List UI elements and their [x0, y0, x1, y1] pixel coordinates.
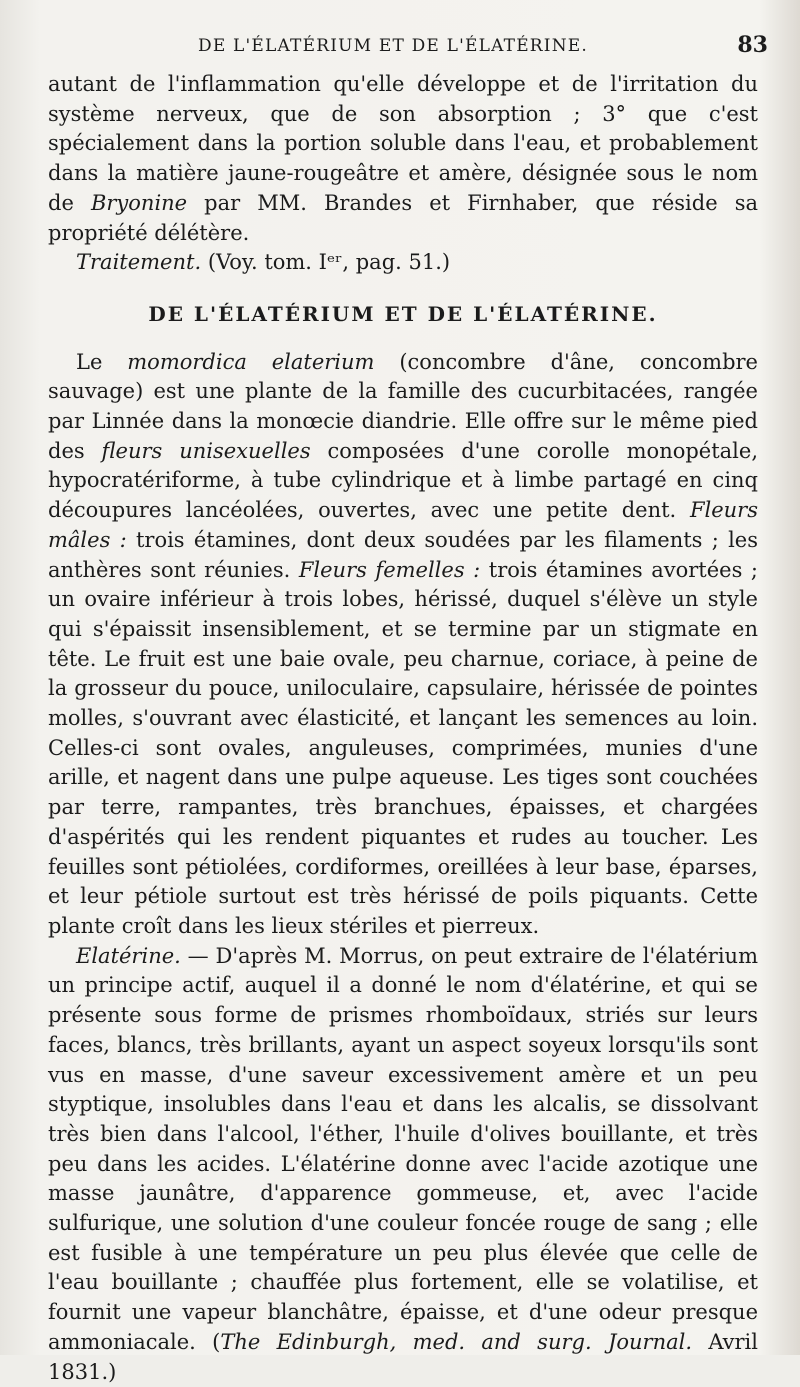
italic-term: Fleurs femelles :: [298, 557, 481, 582]
italic-term: fleurs unisexuelles: [101, 438, 311, 463]
paragraph-text: — D'après M. Morrus, on peut extraire de l'élatérium un principe actif, auquel il a donné le nom d'élatérine, et qui se présente sous forme de prismes rhomboïdaux, striés sur leurs faces, blancs, très brillants, ayant un aspect soyeux lorsqu'ils sont vus en masse, d'une saveur excessivement amère et un peu styptique, insolubles dans l'eau et dans les alcalis, se dissolvant très bien dans l'alcool, l'éther, l'huile d'olives bouillante, et très peu dans les acides. L'élatérine donne avec l'acide azotique une masse jaunâtre, d'apparence gommeuse, et, avec l'acide sulfurique, une solution d'une couleur foncée rouge de sang ; elle est fusible à une température un peu plus élevée que celle de l'eau bouillante ; chauffée plus fortement, elle se volatilise, et fournit une vapeur blanchâtre, épaisse, et d'une odeur presque ammoniacale. (: [48, 943, 758, 1354]
paragraph-text: par MM. Brandes et Firnhaber, que réside sa propriété délétère.: [48, 190, 759, 245]
section-title: DE L'ÉLATÉRIUM ET DE L'ÉLATÉRINE.: [148, 301, 658, 326]
running-title: DE L'ÉLATÉRIUM ET DE L'ÉLATÉRINE.: [198, 36, 589, 56]
paragraph-text: trois étamines avortées ; un ovaire inférieur à trois lobes, hérissé, duquel s'élève un style qui s'épaissit insensiblement, et se termine par un stigmate en tête. Le fruit est une baie ovale, peu charnue, coriace, à peine de la grosseur du pouce, uniloculaire, capsulaire, hérissée de pointes molles, s'ouvrant avec élasticité, et lançant les semences au loin. Celles-ci sont ovales, anguleuses, comprimées, munies d'une arille, et nagent dans une pulpe aqueuse. Les tiges sont couchées par terre, rampantes, très branchues, épaisses, et chargées d'aspérités qui les rendent piquantes et rudes au toucher. Les feuilles sont pétiolées, cordiformes, oreillées à leur base, éparses, et leur pétiole surtout est très hérissé de poils piquants. Cette plante croît dans les lieux stériles et pierreux.: [48, 557, 758, 938]
page-body: [48, 70, 758, 1387]
paragraph-text: autant de l'inflammation qu'elle développe et de l'irritation du système nerveux, que de son absorption ; 3° que c'est spécialement dans la portion soluble dans l'eau, et probablement dans la matière jaune-rougeâtre et amère, désignée sous le nom de: [48, 72, 758, 215]
paragraph-continuation: [48, 70, 758, 248]
italic-term: Elatérine.: [76, 943, 181, 968]
paragraph-text: Le: [76, 349, 128, 374]
paragraph-text: trois étamines, dont deux soudées par les filaments ; les anthères sont réunies.: [48, 527, 758, 582]
italic-term: Traitement.: [76, 250, 202, 275]
paragraph-text: (Voy. tom. Iᵉʳ, pag. 51.): [201, 250, 451, 275]
paragraph-text: (concombre d'âne, concombre sauvage) est une plante de la famille des cucurbitacées, rangée par Linnée dans la monœcie diandrie. Elle offre sur le même pied des: [48, 349, 758, 463]
paragraph-treatment: [48, 248, 758, 278]
italic-term: momordica elaterium: [127, 349, 375, 374]
paragraph-text: composées d'une corolle monopétale, hypocratériforme, à tube cylindrique et à limbe partagé en cinq découpures lancéolées, ouvertes, avec une petite dent.: [48, 438, 759, 523]
paragraph-elaterium: [48, 348, 758, 942]
italic-term: Bryonine: [90, 190, 188, 215]
italic-citation: The Edinburgh, med. and surg. Journal.: [220, 1329, 693, 1354]
page-number: 83: [737, 32, 768, 58]
paragraph-elaterine: [48, 942, 758, 1387]
italic-term: Fleurs mâles :: [48, 498, 758, 552]
running-head: [48, 32, 768, 60]
paragraph-text: Avril 1831.): [48, 1329, 758, 1384]
